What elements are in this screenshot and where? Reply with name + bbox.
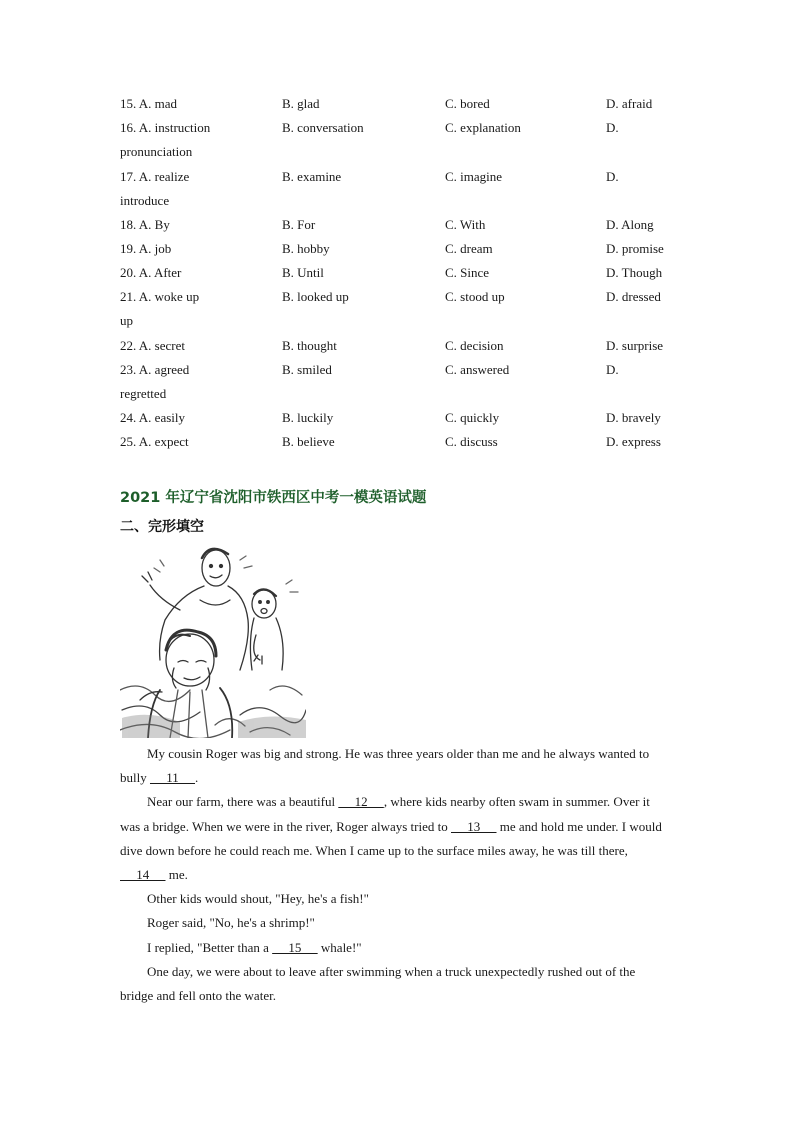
option-c: C. explanation [445, 120, 521, 135]
option-c: C. decision [445, 338, 504, 353]
option-d-wrap: up [120, 313, 133, 328]
option-b: B. hobby [282, 241, 330, 256]
option-b: B. believe [282, 434, 335, 449]
option-row-22 [0, 334, 794, 358]
option-d: D. dressed [606, 289, 661, 304]
option-d: D. [606, 169, 619, 184]
passage-text: . [195, 770, 199, 786]
passage-text: whale!" [317, 939, 362, 955]
option-row-23 [0, 358, 794, 382]
option-a: 23. A. agreed [120, 362, 190, 377]
passage-paragraph: One day, we were about to leave after swimming when a truck unexpectedly rushed out of the bridge and fell onto the water. [120, 963, 636, 1004]
option-d-wrap: introduce [120, 193, 170, 208]
option-b: B. Until [282, 265, 324, 280]
option-row-25 [0, 430, 794, 454]
blank-11: 11 [149, 770, 196, 786]
passage-text: me and hold me under. I would dive down before he could reach me. When I came up to the surface miles away, he was till there, [120, 818, 662, 858]
option-d: D. [606, 362, 619, 377]
option-d: D. express [606, 434, 661, 449]
passage-text: My cousin Roger was big and strong. He was three years older than me and he always wanted to bully [120, 746, 650, 786]
option-c: C. bored [445, 96, 490, 111]
option-c: C. discuss [445, 434, 498, 449]
option-d: D. [606, 120, 619, 135]
option-row-20 [0, 261, 794, 285]
option-d-wrap: regretted [120, 386, 167, 401]
option-d-wrap: pronunciation [120, 144, 193, 159]
option-a: 21. A. woke up [120, 289, 200, 304]
option-a: 15. A. mad [120, 96, 178, 111]
option-c: C. quickly [445, 410, 500, 425]
option-a: 17. A. realize [120, 169, 190, 184]
option-row-21 [0, 285, 794, 309]
option-a: 16. A. instruction [120, 120, 211, 135]
option-c: C. dream [445, 241, 493, 256]
passage-paragraph [120, 790, 668, 887]
cloze-passage [120, 742, 668, 1008]
option-c: C. imagine [445, 169, 503, 184]
passage-paragraph [120, 936, 668, 960]
option-d: D. Though [606, 265, 663, 280]
option-c: C. answered [445, 362, 510, 377]
option-a: 20. A. After [120, 265, 182, 280]
option-row-15 [0, 92, 794, 116]
option-row-16 [0, 116, 794, 140]
option-a: 18. A. By [120, 217, 170, 232]
option-row-19 [0, 237, 794, 261]
option-b: B. luckily [282, 410, 334, 425]
option-c: C. Since [445, 265, 490, 280]
illustration [120, 540, 306, 738]
option-c: C. With [445, 217, 486, 232]
option-d: D. promise [606, 241, 664, 256]
option-a: 25. A. expect [120, 434, 189, 449]
option-b: B. smiled [282, 362, 332, 377]
option-row-24 [0, 406, 794, 430]
option-b: B. examine [282, 169, 342, 184]
option-d: D. bravely [606, 410, 661, 425]
option-d: D. afraid [606, 96, 653, 111]
passage-paragraph: Roger said, "No, he's a shrimp!" [147, 915, 315, 931]
passage-text: I replied, "Better than a [147, 939, 273, 955]
option-b: B. thought [282, 338, 337, 353]
option-c: C. stood up [445, 289, 505, 304]
passage-text: me. [165, 867, 188, 883]
option-a: 24. A. easily [120, 410, 185, 425]
option-b: B. conversation [282, 120, 364, 135]
option-b: B. looked up [282, 289, 349, 304]
passage-text: , where kids nearby often swam in summer. Over it was a bridge. When we were in the river, Roger always tried to [120, 794, 650, 834]
option-d: D. surprise [606, 338, 664, 353]
passage-paragraph [120, 742, 668, 790]
option-b: B. glad [282, 96, 320, 111]
blank-13: 13 [451, 818, 497, 834]
option-b: B. For [282, 217, 316, 232]
option-d: D. Along [606, 217, 654, 232]
section-subtitle: 二、完形填空 [120, 519, 204, 535]
blank-12: 12 [338, 794, 384, 810]
blank-14: 14 [120, 867, 166, 883]
option-row-17 [0, 165, 794, 189]
option-row-18 [0, 213, 794, 237]
swimmers-illustration [120, 540, 306, 738]
section-title: 2021 年辽宁省沈阳市铁西区中考一模英语试题 [120, 490, 427, 506]
passage-text: Near our farm, there was a beautiful [147, 794, 339, 810]
option-a: 19. A. job [120, 241, 172, 256]
option-a: 22. A. secret [120, 338, 185, 353]
blank-15: 15 [272, 939, 318, 955]
passage-paragraph: Other kids would shout, "Hey, he's a fish!" [147, 891, 369, 907]
